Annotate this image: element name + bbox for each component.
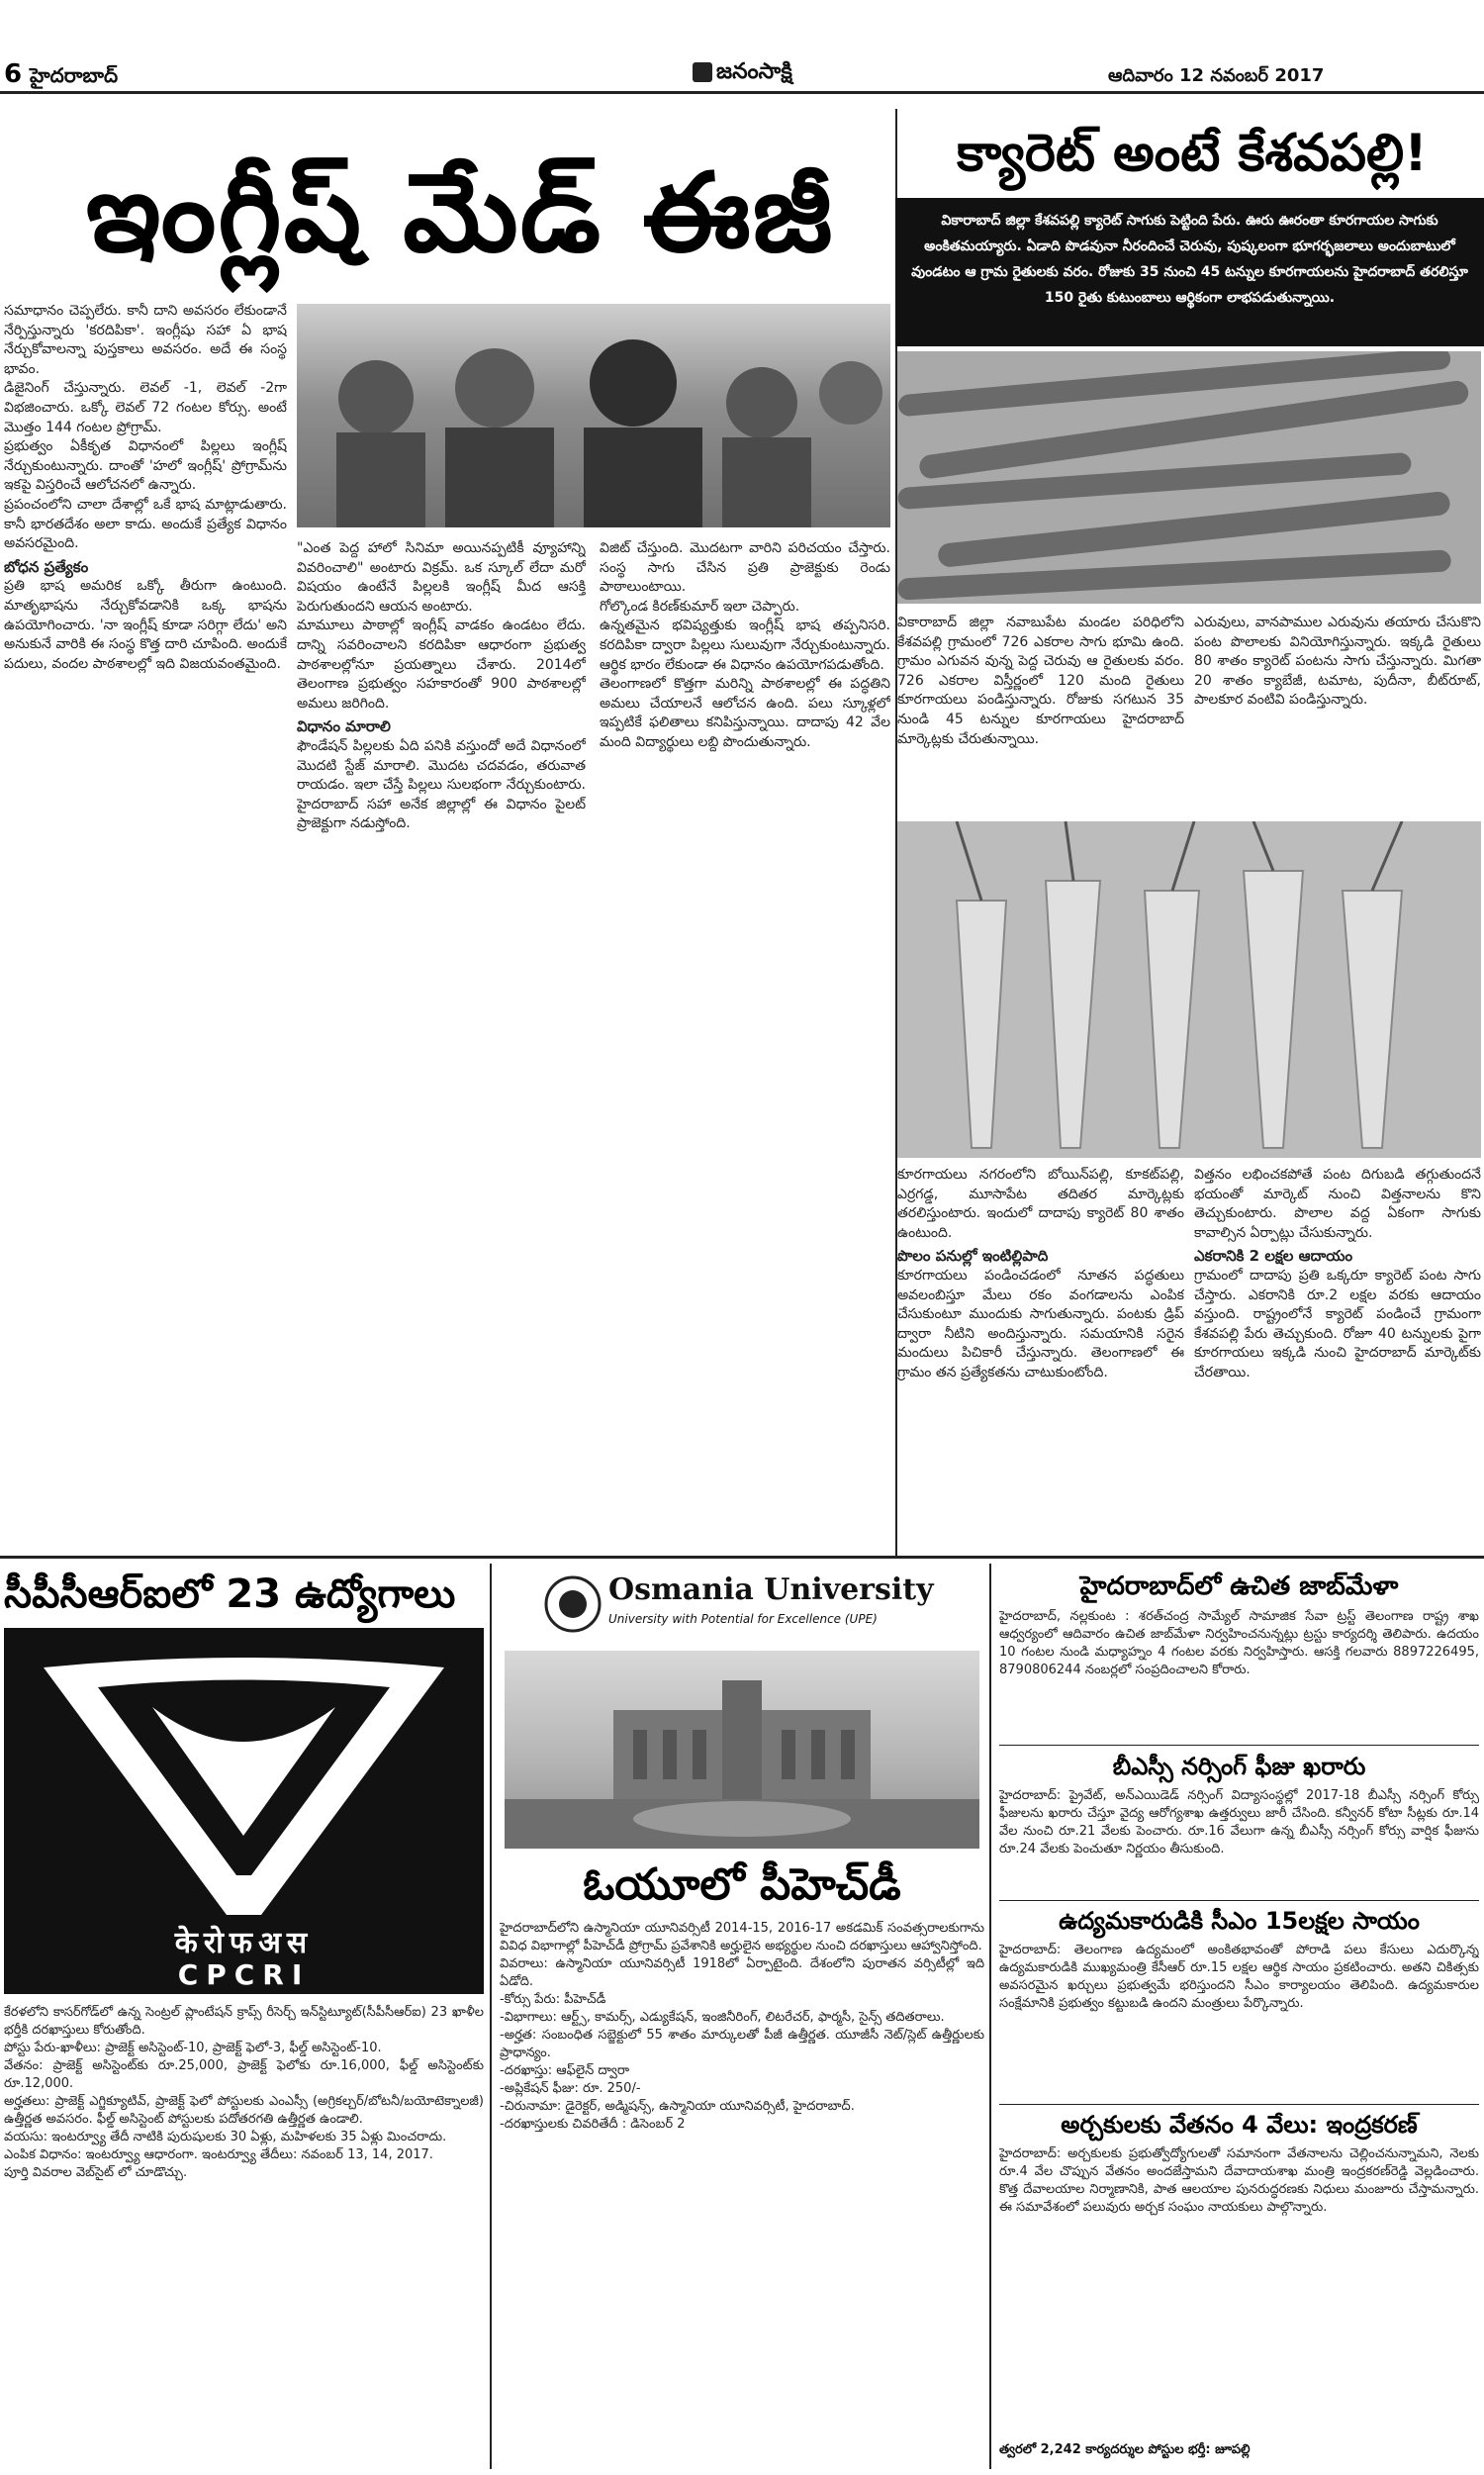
jobmela-body: హైదరాబాద్, నల్లకుంట : శరత్‌చంద్ర సామ్యేల్ సామాజిక సేవా ట్రస్ట్ తెలంగాణ రాష్ట్ర శాఖ ఆధ్వర్యంలో ఆదివారం ఉచిత జాబ్‌మేళా నిర్వహించనున్నట్లు ట్రస్టు కార్యదర్శి తెలిపారు. ఉదయం 10 గంటల నుండి మధ్యాహ్నం 4 గంటల వరకు నిర్వహిస్తారు. ఆసక్తి గలవారు 8897226495, 8790806244 నంబర్లలో సంప్రదించాలని కోరారు. — [999, 1609, 1479, 1677]
paragraph: కేరళలోని కాసర్‌గోడ్‌లో ఉన్న సెంట్రల్ ప్లాంటేషన్ క్రాప్స్ రీసెర్చ్ ఇన్‌స్టిట్యూట్(సీపీసీఆర్‌ఐ) 23 ఖాళీల భర్తీకి దరఖాస్తులు కోరుతోంది. — [4, 2005, 484, 2038]
paragraph: -అప్లికేషన్ ఫీజు: రూ. 250/- — [500, 2081, 641, 2096]
paragraph: విత్తనం లభించకపోతే పంట దిగుబడి తగ్గుతుందనే భయంతో మార్కెట్ నుంచి విత్తనాలను కొని తెచ్చుకుంటారు. పొలాల వద్ద ఏకంగా సాగుకు కావాల్సిన ఏర్పాట్లు చేసుకున్నారు. — [1194, 1167, 1481, 1241]
cpcri-headline: సీపీసీఆర్‌ఐలో 23 ఉద్యోగాలు — [4, 1571, 456, 1617]
osmania-building-photo — [505, 1651, 979, 1849]
paragraph: కూరగాయలు పండించడంలో నూతన పద్ధతులు అవలంబిస్తూ మేలు రకం వంగడాలను ఎంపిక చేసుకుంటూ ముందుకు సాగుతున్నారు. పంటకు డ్రిప్ ద్వారా నీటిని అందిస్తున్నారు. సమయానికి సరైన మందులు పిచికారీ చేస్తున్నారు. తెలంగాణలో ఈ గ్రామం తన ప్రత్యేకతను చాటుకుంటోంది. — [897, 1267, 1184, 1380]
paragraph: ఎంపిక విధానం: ఇంటర్వ్యూ ఆధారంగా. ఇంటర్వ్యూ తేదీలు: నవంబర్ 13, 14, 2017. — [4, 2147, 433, 2162]
paragraph: విజిట్ చేస్తుంది. మొదటగా వారిని పరిచయం చేస్తారు. సంస్థ సాగు చేసిన ప్రతి ప్రాజెక్టుకు రెండు పాఠాలుంటాయి. — [600, 540, 890, 596]
paragraph: సమాధానం చెప్పలేరు. కానీ దాని అవసరం లేకుండానే నేర్పిస్తున్నారు 'కరదిపికా'. ఇంగ్లీషు సహా ఏ భాష నేర్చుకోవాలన్నా పుస్తకాలు అవసరం. అదే ఈ సంస్థ భావం. — [4, 303, 287, 377]
paper-logo — [693, 59, 792, 89]
cpcri-body — [4, 2004, 484, 2469]
subheading: విధానం మారాలి — [297, 717, 391, 736]
paragraph: -దరఖాస్తు: ఆఫ్‌లైన్ ద్వారా — [500, 2063, 630, 2078]
carrot-col-d — [1194, 1166, 1481, 1552]
cpcri-logo-icon — [4, 1628, 484, 1925]
paragraph: డిజైనింగ్ చేస్తున్నారు. లెవల్ -1, లెవల్ -2గా విభజించారు. ఒక్కో లెవల్ 72 గంటల కోర్సు. అంటే మొత్తం 144 గంటల ప్రోగ్రామ్. — [4, 380, 287, 435]
paragraph: "ఎంత పెద్ద హాలో సినిమా అయినప్పటికీ వ్యూహాన్ని వివరించాలి" అంటారు విక్రమ్. ఒక స్కూల్ లేదా మరో విషయం ఉంటేనే పిల్లలకి ఇంగ్లీష్ మీద ఆసక్తి పెరుగుతుందని ఆయన అంటారు. — [297, 540, 586, 615]
paragraph: మామూలు పాఠాల్లో ఇంగ్లీష్ వాడకం ఉండటం లేదు. దాన్ని సవరించాలని కరదిపికా ఆధారంగా ప్రభుత్వ పాఠశాలల్లోనూ ప్రయత్నాలు చేశారు. 2014లో తెలంగాణ ప్రభుత్వం సహకారంతో 900 పాఠశాలల్లో అమలు జరిగింది. — [297, 618, 586, 712]
osmania-masthead — [500, 1569, 984, 1648]
cpcri-logo-text: CPCRI — [177, 1958, 311, 1991]
page-header — [0, 0, 1484, 91]
carrot-photo-bottom — [897, 821, 1481, 1158]
carrot-col-b: ఎరువులు, వానపాముల ఎరువును తయారు చేసుకొని పంట పొలాలకు వినియోగిస్తున్నారు. ఇక్కడి రైతులు 80 శాతం క్యారెట్ పంటను సాగు చేస్తున్నారు. మిగతా 20 శాతం క్యాబేజీ, టమాట, పుదీనా, బీట్‌రూట్, పాలకూర వంటివి పండిస్తున్నారు. — [1194, 615, 1481, 709]
carrot-photo-art — [897, 351, 1481, 604]
children-photo-art — [297, 304, 890, 527]
section-name: హైదరాబాద్ — [30, 63, 119, 87]
carrot-col-c — [897, 1166, 1184, 1552]
cpcri-logo-box — [4, 1628, 484, 1994]
nursing-headline: బీఎస్సీ నర్సింగ్ ఫీజు ఖరారు — [1112, 1753, 1366, 1780]
paragraph: ప్రభుత్వం ఏకీకృత విధానంలో పిల్లలు ఇంగ్లీష్ నేర్చుకుంటున్నారు. దాంతో 'హలో ఇంగ్లీష్' ప్రోగ్రామ్‌ను ఇకపై విస్తరించే ఆలోచనలో ఉన్నారు. — [4, 438, 287, 494]
paragraph: అర్హతలు: ప్రాజెక్ట్ ఎగ్జిక్యూటివ్, ప్రాజెక్ట్ ఫెలో పోస్టులకు ఎంఎస్సీ (అగ్రికల్చర్/బోటనీ/బయోటెక్నాలజీ) ఉత్తీర్ణత అవసరం. ఫీల్డ్ అసిస్టెంట్ పోస్టులకు పదోతరగతి ఉత్తీర్ణత ఉండాలి. — [4, 2094, 484, 2127]
paragraph: కూరగాయలు నగరంలోని బోయిన్‌పల్లి, కూకట్‌పల్లి, ఎర్రగడ్డ, మూసాపేట తదితర మార్కెట్లకు తరలిస్తుంటారు. ఇందులో దాదాపు క్యారెట్ 80 శాతం ఉంటుంది. — [897, 1167, 1184, 1241]
osmania-tagline: University with Potential for Excellence (UPE) — [608, 1612, 878, 1626]
paragraph: -అర్హత: సంబంధిత సబ్జెక్టులో 55 శాతం మార్కులతో పీజీ ఉత్తీర్ణత. యూజీసీ నెట్/స్లెట్ ఉత్తీర్ణులకు ప్రాధాన్యం. — [500, 2028, 984, 2060]
jobmela-headline: హైదరాబాద్‌లో ఉచిత జాబ్‌మేళా — [1079, 1571, 1399, 1601]
carrot-col-a: వికారాబాద్ జిల్లా నవాబుపేట మండల పరిధిలోని కేశవపల్లి గ్రామంలో 726 ఎకరాల సాగు భూమి ఉంది. గ్రామం ఎగువన వున్న పెద్ద చెరువు ఆ రైతులకు వరం. 726 ఎకరాల విస్తీర్ణంలో 120 మంది రైతులు కూరగాయలు పండిస్తున్నారు. రోజుకు సగటున 35 నుండి 45 టన్నుల కూరగాయలు హైదరాబాద్ మార్కెట్లకు చేరుతున్నాయి. — [897, 615, 1184, 747]
cpcri-logo-native: केरोफअस — [174, 1926, 314, 1960]
english-headline: ఇంగ్లీష్ మేడ్ ఈజీ — [85, 149, 835, 276]
paragraph: వేతనం: ప్రాజెక్ట్ అసిస్టెంట్‌కు రూ.25,000, ప్రాజెక్ట్ ఫెలోకు రూ.16,000, ఫీల్డ్ అసిస్టెంట్‌కు రూ.12,000. — [4, 2058, 484, 2091]
archakas-body: హైదరాబాద్: అర్చకులకు ప్రభుత్వోద్యోగులతో సమానంగా వేతనాలను చెల్లించనున్నామని, నెలకు రూ.4 వేల చొప్పున వేతనం అందజేస్తామని దేవాదాయశాఖ మంత్రి ఇంద్రకరణ్‌రెడ్డి వెల్లడించారు. కొత్త దేవాలయాల నిర్మాణానికి, పాత ఆలయాల పునరుద్ధరణకు నిధులు మంజూరు చేస్తామన్నారు. ఈ సమావేశంలో పలువురు అర్చక సంఘం నాయకులు పాల్గొన్నారు. — [999, 2146, 1479, 2215]
paragraph: ఫౌండేషన్ పిల్లలకు ఏది పనికి వస్తుందో అదే విధానంలో మొదటి స్టేజ్ మారాలి. మొదట చదవడం, తరువాత రాయడం. ఇలా చేస్తే పిల్లలు సులభంగా నేర్చుకుంటారు. హైదరాబాద్ సహా అనేక జిల్లాల్లో ఈ విధానం పైలట్ ప్రాజెక్టుగా నడుస్తోంది. — [297, 737, 586, 832]
nursing-body: హైదరాబాద్: ప్రైవేట్, అన్‌ఎయిడెడ్ నర్సింగ్ విద్యాసంస్థల్లో 2017-18 బీఎస్సీ నర్సింగ్ కోర్సు ఫీజులను ఖరారు చేస్తూ వైద్య ఆరోగ్యశాఖ ఉత్తర్వులు జారీ చేసింది. కన్వీనర్ కోటా సీట్లకు రూ.14 వేల నుంచి రూ.21 వేలకు పెంచారు. రూ.16 వేలుగా ఉన్న బీఎస్సీ నర్సింగ్ కోర్సు వార్షిక ఫీజును రూ.24 వేలకు పెంచుతూ నిర్ణయం తీసుకుంది. — [999, 1788, 1479, 1856]
paper-name: జనంసాక్షి — [716, 59, 792, 84]
carrot-photo-top — [897, 351, 1481, 604]
subheading: బోధన ప్రత్యేకం — [4, 557, 89, 576]
english-middle-column — [297, 539, 586, 1551]
carrot-deck: వికారాబాద్ జిల్లా కేశవపల్లి క్యారెట్ సాగుకు పెట్టింది పేరు. ఊరు ఊరంతా కూరగాయల సాగుకు అంకితమయ్యారు. ఏడాది పొడవునా నీరందించే చెరువు, పుష్కలంగా భూగర్భజలాలు అందుబాటులో వుండటం ఆ గ్రామ రైతులకు వరం. రోజుకు 35 నుంచి 45 టన్నుల కూరగాయలను హైదరాబాద్ తరలిస్తూ 150 రైతు కుటుంబాలు ఆర్థికంగా లాభపడుతున్నాయి. — [895, 198, 1484, 346]
archakas-headline: అర్చకులకు వేతనం 4 వేలు: ఇంద్రకరణ్ — [1061, 2111, 1418, 2139]
paragraph: వయసు: ఇంటర్వ్యూ తేదీ నాటికి పురుషులకు 30 ఏళ్లు, మహిళలకు 35 ఏళ్లు మించరాదు. — [4, 2130, 447, 2144]
paragraph: ప్రపంచంలోని చాలా దేశాల్లో ఒకే భాష మాట్లాడుతారు. కానీ భారతదేశం అలా కాదు. అందుకే ప్రత్యేక విధానం అవసరమైంది. — [4, 496, 287, 552]
paragraph: -దరఖాస్తులకు చివరితేదీ : డిసెంబర్ 2 — [500, 2117, 686, 2132]
subheading: పొలం పనుల్లో ఇంటిల్లిపాది — [897, 1247, 1049, 1266]
subheading: ఎకరానికి 2 లక్షల ఆదాయం — [1194, 1247, 1353, 1266]
osmania-headline: ఓయూలో పీహెచ్‌డీ — [583, 1859, 901, 1910]
paragraph: పోస్టు పేరు-ఖాళీలు: ప్రాజెక్ట్ అసిస్టెంట్-10, ప్రాజెక్ట్ ఫెలో-3, ఫీల్డ్ అసిస్టెంట్-10. — [4, 2041, 382, 2055]
english-right-column — [600, 539, 890, 1551]
paragraph: గోల్కొండ కిరణ్‌కుమార్ ఇలా చెప్పారు. — [600, 598, 800, 615]
paragraph: గ్రామంలో దాదాపు ప్రతి ఒక్కరూ క్యారెట్ పంట సాగు చేస్తారు. ఎకరానికి రూ.2 లక్షల వరకు ఆదాయం వస్తుంది. రాష్ట్రంలోనే క్యారెట్ పండించే గ్రామంగా కేశవపల్లి పేరు తెచ్చుకుంది. రోజూ 40 టన్నులకు పైగా కూరగాయలు ఇక్కడి నుంచి హైదరాబాద్ మార్కెట్‌కు చేరతాయి. — [1194, 1267, 1481, 1380]
osmania-name: Osmania University — [608, 1572, 934, 1607]
carrot-bunch-art — [897, 821, 1481, 1158]
carrot-headline: క్యారెట్ అంటే కేశవపల్లి! — [957, 124, 1428, 183]
paragraph: ఉన్నతమైన భవిష్యత్తుకు ఇంగ్లీష్ భాష తప్పనిసరి. కరదిపికా ద్వారా పిల్లలు సులువుగా నేర్చుకుంటున్నారు. ఆర్థిక భారం లేకుండా ఈ విధానం ఉపయోగపడుతోంది. — [600, 618, 890, 673]
masthead-icon — [693, 62, 712, 82]
children-photo — [297, 304, 890, 527]
paragraph: ప్రతి భాష అమరిక ఒక్కో తీరుగా ఉంటుంది. మాతృభాషను నేర్చుకోవడానికి ఒక్క భాషను ఉపయోగించారు. 'నా ఇంగ్లీష్ కూడా సరిగ్గా లేదు' అని అనుకునే వారికి ఈ సంస్థ కొత్త దారి చూపింది. అందుకే పదులు, వందల పాఠశాలల్లో ఇది విజయవంతమైంది. — [4, 578, 287, 672]
building-art — [505, 1651, 979, 1849]
osmania-body — [500, 1920, 984, 2469]
paragraph: పూర్తి వివరాల వెబ్‌సైట్ లో చూడొచ్చు. — [4, 2165, 188, 2180]
archakas-tail: త్వరలో 2,242 కార్యదర్శుల పోస్టుల భర్తీ: జూపల్లి — [999, 2442, 1251, 2457]
entrepreneur-body: హైదరాబాద్: తెలంగాణ ఉద్యమంలో అంకితభావంతో పోరాడి పలు కేసులు ఎదుర్కొన్న ఉద్యమకారుడికి ముఖ్యమంత్రి కేసీఆర్ రూ.15 లక్షల ఆర్థిక సాయం ప్రకటించారు. అతని చికిత్సకు అవసరమైన ఖర్చులు ప్రభుత్వమే భరిస్తుందని సీఎం కార్యాలయం తెలిపింది. ఉద్యమకారుల సంక్షేమానికి ప్రభుత్వం కట్టుబడి ఉందని మంత్రులు పేర్కొన్నారు. — [999, 1943, 1479, 2011]
paragraph: తెలంగాణలో కొత్తగా మరిన్ని పాఠశాలల్లో ఈ పద్ధతిని అమలు చేయాలనే ఆలోచన ఉంది. పలు స్కూళ్లలో ఇప్పటికే ఫలితాలు కనిపిస్తున్నాయి. దాదాపు 42 వేల మంది విద్యార్థులు లబ్ది పొందుతున్నారు. — [600, 676, 890, 750]
osmania-emblem-icon — [543, 1574, 603, 1634]
entrepreneur-headline: ఉద్యమకారుడికి సీఎం 15లక్షల సాయం — [1059, 1907, 1420, 1935]
paragraph: -విభాగాలు: ఆర్ట్స్, కామర్స్, ఎడ్యుకేషన్, ఇంజినీరింగ్, లిటరేచర్, ఫార్మసీ, సైన్స్ తదితరాలు. — [500, 2010, 945, 2025]
page-number: 6 — [4, 59, 23, 89]
paragraph: హైదరాబాద్‌లోని ఉస్మానియా యూనివర్సిటీ 2014-15, 2016-17 అకడమిక్ సంవత్సరాలకుగాను వివిధ విభాగాల్లో పీహెచ్‌డీ ప్రోగ్రామ్ ప్రవేశానికి అర్హులైన అభ్యర్థుల నుంచి దరఖాస్తులు ఆహ్వానిస్తోంది. — [500, 1921, 984, 1953]
paragraph: వివరాలు: ఉస్మానియా యూనివర్సిటీ 1918లో ఏర్పాటైంది. దేశంలోని పురాతన వర్సిటీల్లో ఇది ఏడోది. — [500, 1956, 984, 1989]
paragraph: -కోర్సు పేరు: పీహెచ్‌డీ — [500, 1992, 606, 2007]
issue-date: ఆదివారం 12 నవంబర్ 2017 — [1108, 65, 1325, 86]
paragraph: -చిరునామా: డైరెక్టర్, అడ్మిషన్స్, ఉస్మానియా యూనివర్సిటీ, హైదరాబాద్. — [500, 2099, 855, 2114]
english-left-column — [4, 302, 287, 1551]
